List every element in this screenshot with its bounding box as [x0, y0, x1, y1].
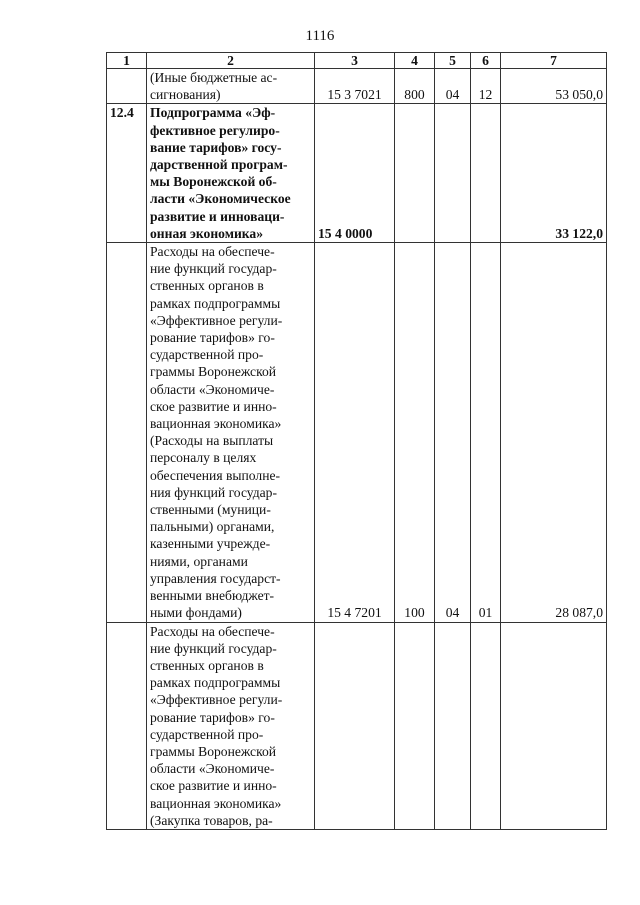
amount: 33 122,0: [501, 104, 607, 243]
column-header: 3: [315, 53, 395, 69]
budget-code: 15 4 7201: [315, 243, 395, 622]
column-header: 7: [501, 53, 607, 69]
row-description: (Иные бюджетные ас- сигнования): [147, 69, 315, 104]
section: [435, 622, 471, 829]
budget-code: [315, 622, 395, 829]
budget-code: 15 4 0000: [315, 104, 395, 243]
expense-type: [395, 622, 435, 829]
column-header: 2: [147, 53, 315, 69]
row-description: Расходы на обеспече- ние функций государ- ственных органов в рамках подпрограммы «Эффективное регули- рование тарифов» го- сударственной про- граммы Воронежской области «Экономиче- ское развитие и инно- вационная экономика» (Расходы на выплаты персоналу в целях обеспечения выполне- ния функций государ- ственными (муници- пальными) органами, казенными учрежде- ниями, органами управления государст- венными внебюджет- ными фондами): [147, 243, 315, 622]
row-description: Расходы на обеспече- ние функций государ- ственных органов в рамках подпрограммы «Эффективное регули- рование тарифов» го- сударственной про- граммы Воронежской области «Экономиче- ское развитие и инно- вационная экономика» (Закупка товаров, ра-: [147, 622, 315, 829]
section: [435, 104, 471, 243]
subsection: [471, 622, 501, 829]
section: 04: [435, 243, 471, 622]
amount: [501, 622, 607, 829]
column-header: 1: [107, 53, 147, 69]
table-row: [107, 622, 607, 829]
subsection: 01: [471, 243, 501, 622]
page-number: 1116: [305, 28, 335, 44]
header-row: [107, 53, 607, 69]
expense-type: 100: [395, 243, 435, 622]
amount: 28 087,0: [501, 243, 607, 622]
column-header: 4: [395, 53, 435, 69]
budget-code: 15 3 7021: [315, 69, 395, 104]
row-number: [107, 622, 147, 829]
column-header: 5: [435, 53, 471, 69]
table-row: [107, 243, 607, 622]
table-row: [107, 104, 607, 243]
row-number: 12.4: [107, 104, 147, 243]
budget-table: [106, 52, 607, 830]
table-row: [107, 69, 607, 104]
row-description: Подпрограмма «Эф- фективное регулиро- вание тарифов» госу- дарственной програм- мы Воронежской об- ласти «Экономическое развитие и инноваци- онная экономика»: [147, 104, 315, 243]
row-number: [107, 243, 147, 622]
subsection: [471, 104, 501, 243]
column-header: 6: [471, 53, 501, 69]
expense-type: 800: [395, 69, 435, 104]
expense-type: [395, 104, 435, 243]
subsection: 12: [471, 69, 501, 104]
amount: 53 050,0: [501, 69, 607, 104]
row-number: [107, 69, 147, 104]
section: 04: [435, 69, 471, 104]
